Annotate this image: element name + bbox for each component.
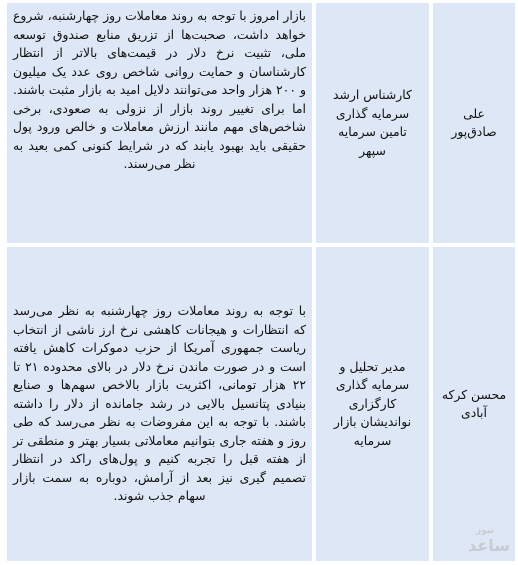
analyst-name: علی صادق‌پور (451, 105, 497, 139)
analyst-role-cell (316, 247, 429, 561)
table-row (3, 247, 515, 561)
analyst-opinion-cell (7, 3, 312, 243)
analyst-opinion: با توجه به روند معاملات روز چهارشنبه به نظر می‌رسد که انتظارات و هیجانات کاهشی نرخ ارز ناشی از انتخاب ریاست جمهوری آمریکا از حزب دموکرات کاهش یافته است و در صورت ماندن نرخ دلار در بالای محدوده ۲۱ تا ۲۲ هزار تومانی، اکثریت بازار بالاخص سهم‌ها و صنایع بنیادی پتانسیل بالایی در رشد جامانده از دلار را داشته باشند. با توجه به این مفروضات به نظر می‌رسد که طی روز و هفته جاری بتوانیم معاملاتی بسیار بهتر و منطقی تر از هفته قبل را تجربه کنیم و پول‌های راکد در انتظار تصمیم گیری نیز بعد از آرامش، دوباره به سمت بازار سهام جذب شوند. (13, 303, 306, 504)
analyst-table (3, 3, 515, 561)
analyst-role-cell (316, 3, 429, 243)
analyst-role: مدیر تحلیل و سرمایه گذاری کارگزاری نواندیشان بازار سرمایه (333, 358, 412, 448)
watermark-main: ساعد (468, 536, 510, 555)
analyst-opinion-cell (7, 247, 312, 561)
analyst-name: محسن کرکه آبادی (441, 386, 507, 420)
analyst-opinion: بازار امروز با توجه به روند معاملات روز چهارشنبه، شروع خواهد داشت، صحبت‌ها از تزریق منابع صندوق توسعه ملی، تثبیت نرخ دلار در قیمت‌های بالاتر از انتظار کارشناسان و حمایت روانی شاخص روی عدد یک میلیون و ۲۰۰ هزار واحد می‌توانند دلایل امید به بازار مثبت باشند. اما برای تغییر روند بازار از نزولی به صعودی، برخی شاخص‌های مهم مانند ارزش معاملات و خالص ورود پول حقیقی باید بهبود یابند که در شرایط کنونی کمی بعید به نظر می‌رسند. (13, 8, 306, 171)
watermark-logo (468, 526, 510, 555)
watermark-sub: نیوز (476, 526, 494, 536)
analyst-name-cell (433, 247, 515, 561)
analyst-role: کارشناس ارشد سرمایه گذاری تامین سرمایه سپهر (333, 87, 412, 158)
table-row (3, 3, 515, 243)
analyst-name-cell (433, 3, 515, 243)
